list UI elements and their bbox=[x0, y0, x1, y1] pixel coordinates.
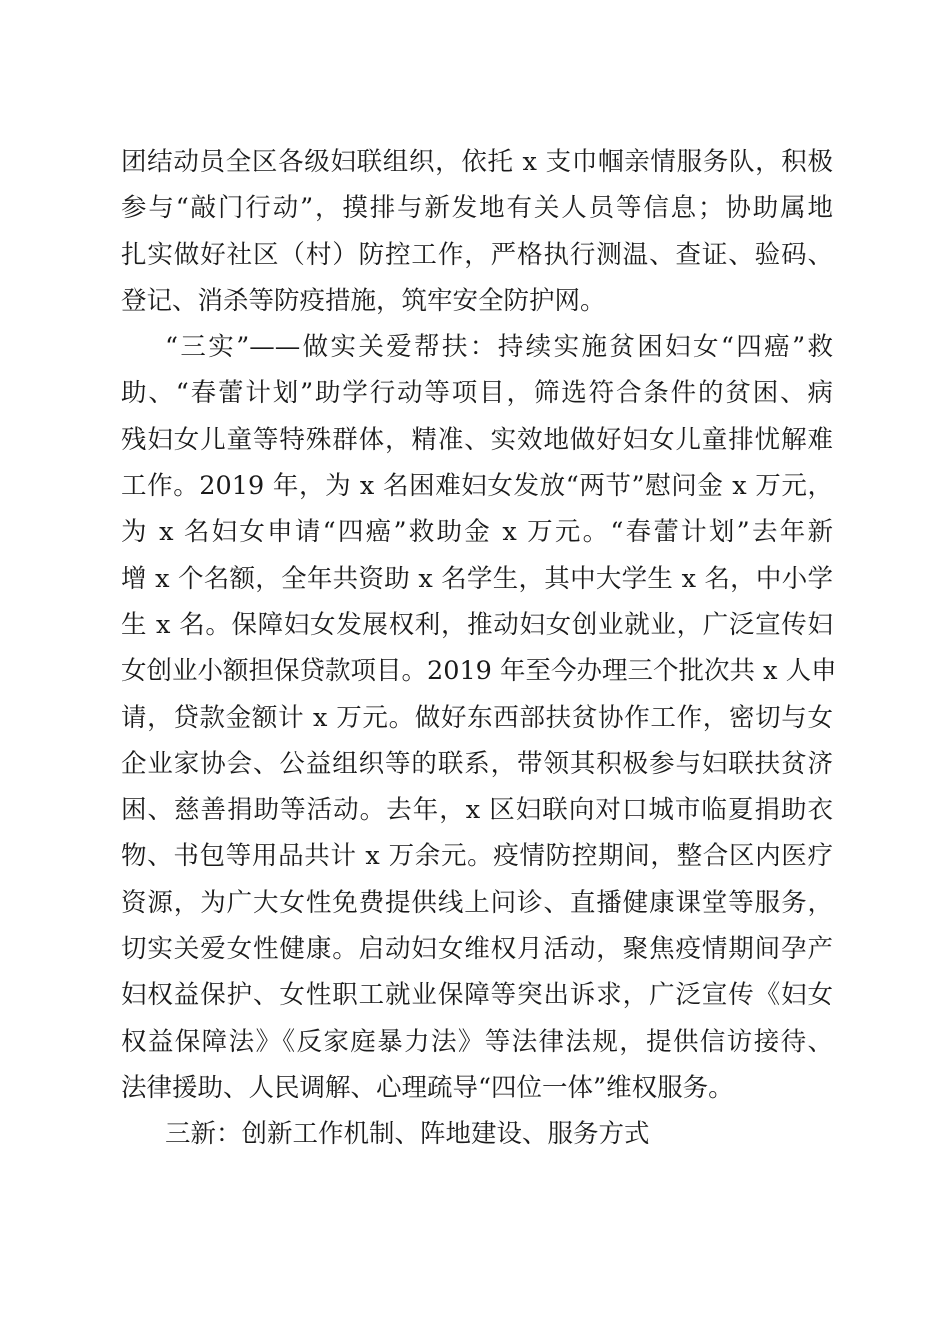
text-line: 物、书包等用品共计 x 万余元。疫情防控期间，整合区内医疗 bbox=[121, 841, 833, 872]
text-line: 残妇女儿童等特殊群体，精准、实效地做好妇女儿童排忧解难 bbox=[121, 424, 833, 455]
text-line: 权益保障法》《反家庭暴力法》等法律法规，提供信访接待、 bbox=[121, 1026, 833, 1057]
text-line: 困、慈善捐助等活动。去年，x 区妇联向对口城市临夏捐助衣 bbox=[121, 795, 833, 826]
text-line: 切实关爱女性健康。启动妇女维权月活动，聚焦疫情期间孕产 bbox=[121, 934, 833, 965]
body-text bbox=[121, 139, 837, 1158]
text-line: 企业家协会、公益组织等的联系，带领其积极参与妇联扶贫济 bbox=[121, 748, 833, 779]
text-line: 助、“春蕾计划”助学行动等项目，筛选符合条件的贫困、病 bbox=[121, 378, 833, 409]
text-line: 妇权益保护、女性职工就业保障等突出诉求，广泛宣传《妇女 bbox=[121, 980, 833, 1011]
text-line: 请，贷款金额计 x 万元。做好东西部扶贫协作工作，密切与女 bbox=[121, 702, 833, 733]
paragraph-heading-line: “三实”——做实关爱帮扶：持续实施贫困妇女“四癌”救 bbox=[165, 332, 833, 363]
text-line: 女创业小额担保贷款项目。2019 年至今办理三个批次共 x 人申 bbox=[121, 656, 837, 687]
text-line: 工作。2019 年，为 x 名困难妇女发放“两节”慰问金 x 万元， bbox=[121, 471, 833, 502]
text-line: 参与“敲门行动”，摸排与新发地有关人员等信息；协助属地 bbox=[121, 193, 833, 224]
text-line: 法律援助、人民调解、心理疏导“四位一体”维权服务。 bbox=[121, 1072, 734, 1103]
text-line: 生 x 名。保障妇女发展权利，推动妇女创业就业，广泛宣传妇 bbox=[121, 609, 833, 640]
text-line: 增 x 个名额，全年共资助 x 名学生，其中大学生 x 名，中小学 bbox=[121, 563, 833, 594]
text-line: 团结动员全区各级妇联组织，依托 x 支巾帼亲情服务队，积极 bbox=[121, 147, 833, 177]
text-line: 扎实做好社区（村）防控工作，严格执行测温、查证、验码、 bbox=[121, 239, 833, 270]
text-line: 资源，为广大女性免费提供线上问诊、直播健康课堂等服务， bbox=[121, 887, 833, 918]
text-line: 为 x 名妇女申请“四癌”救助金 x 万元。“春蕾计划”去年新 bbox=[121, 517, 833, 548]
section-heading: 三新：创新工作机制、阵地建设、服务方式 bbox=[165, 1119, 650, 1150]
text-line: 登记、消杀等防疫措施，筑牢安全防护网。 bbox=[121, 285, 606, 316]
